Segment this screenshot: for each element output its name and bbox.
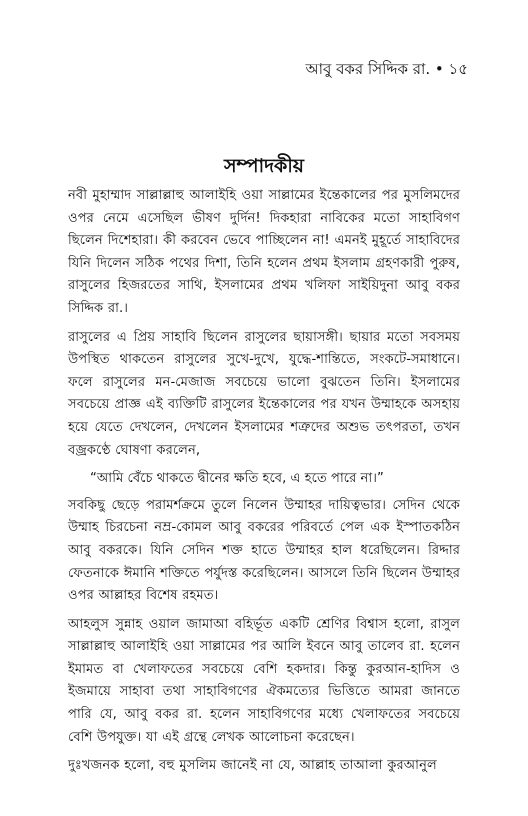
paragraph: নবী মুহাম্মাদ সাল্লাল্লাহু আলাইহি ওয়া সাল্লামের ইন্তেকালের পর মুসলিমদের ওপর নেমে এসেছিল ভীষণ দুর্দিন! দিকহারা নাবিকের মতো সাহাবিগণ ছিলেন দিশেহারা। কী করবেন ভেবে পাচ্ছিলেন না! এমনই মুহূর্তে সাহাবিদের যিনি দিলেন সঠিক পথের দিশা, তিনি হলেন প্রথম ইসলাম গ্রহণকারী পুরুষ, রাসুলের হিজরতের সাথি, ইসলামের প্রথম খলিফা সাইয়িদুনা আবু বকর সিদ্দিক রা.।	[68, 188, 460, 316]
body-text	[68, 185, 460, 784]
paragraph: সবকিছু ছেড়ে পরামর্শক্রমে তুলে নিলেন উম্মাহর দায়িত্বভার। সেদিন থেকে উম্মাহ চিরচেনা নম্র-কোমল আবু বকরের পরিবর্তে পেল এক ইস্পাতকঠিন আবু বকরকে। যিনি সেদিন শক্ত হাতে উম্মাহর হাল ধরেছিলেন। রিদ্দার ফেতনাকে ঈমানি শক্তিতে পর্যুদস্ত করেছিলেন। আসলে তিনি ছিলেন উম্মাহর ওপর আল্লাহর বিশেষ রহমত।	[68, 497, 460, 604]
section-title: সম্পাদকীয়	[224, 155, 304, 177]
paragraph: আহলুস সুন্নাহ ওয়াল জামাআ বহির্ভূত একটি শ্রেণির বিশ্বাস হলো, রাসুল সাল্লাল্লাহু আলাইহি ওয়া সাল্লামের পর আলি ইবনে আবু তালেব রা. হলেন ইমামত বা খেলাফতের সবচেয়ে বেশি হকদার। কিন্তু কুরআন-হাদিস ও ইজমায়ে সাহাবা তথা সাহাবিগণের ঐকমত্যের ভিত্তিতে আমরা জানতে পারি যে, আবু বকর রা. হলেন সাহাবিগণের মধ্যে খেলাফতের সবচেয়ে বেশি উপযুক্ত। যা এই গ্রন্থে লেখক আলোচনা করেছেন।	[68, 616, 460, 745]
paragraph: রাসুলের এ প্রিয় সাহাবি ছিলেন রাসুলের ছায়াসঙ্গী। ছায়ার মতো সবসময় উপস্থিত থাকতেন রাসুলের সুখে-দুখে, যুদ্ধে-শান্তিতে, সংকটে-সমাধানে। ফলে রাসুলের মন-মেজাজ সবচেয়ে ভালো বুঝতেন তিনি। ইসলামের সবচেয়ে প্রাজ্ঞ এই ব্যক্তিটি রাসুলের ইন্তেকালের পর যখন উম্মাহকে অসহায় হয়ে যেতে দেখলেন, দেখলেন ইসলামের শত্রুদের অশুভ তৎপরতা, তখন বজ্রকণ্ঠে ঘোষণা করলেন,	[68, 329, 460, 458]
running-header: আবু বকর সিদ্দিক রা. • ১৫	[305, 60, 468, 78]
block-quote: “আমি বেঁচে থাকতে দ্বীনের ক্ষতি হবে, এ হতে পারে না।”	[90, 471, 384, 487]
paragraph: দুঃখজনক হলো, বহু মুসলিম জানেই না যে, আল্লাহ তাআলা কুরআনুল	[68, 758, 437, 774]
